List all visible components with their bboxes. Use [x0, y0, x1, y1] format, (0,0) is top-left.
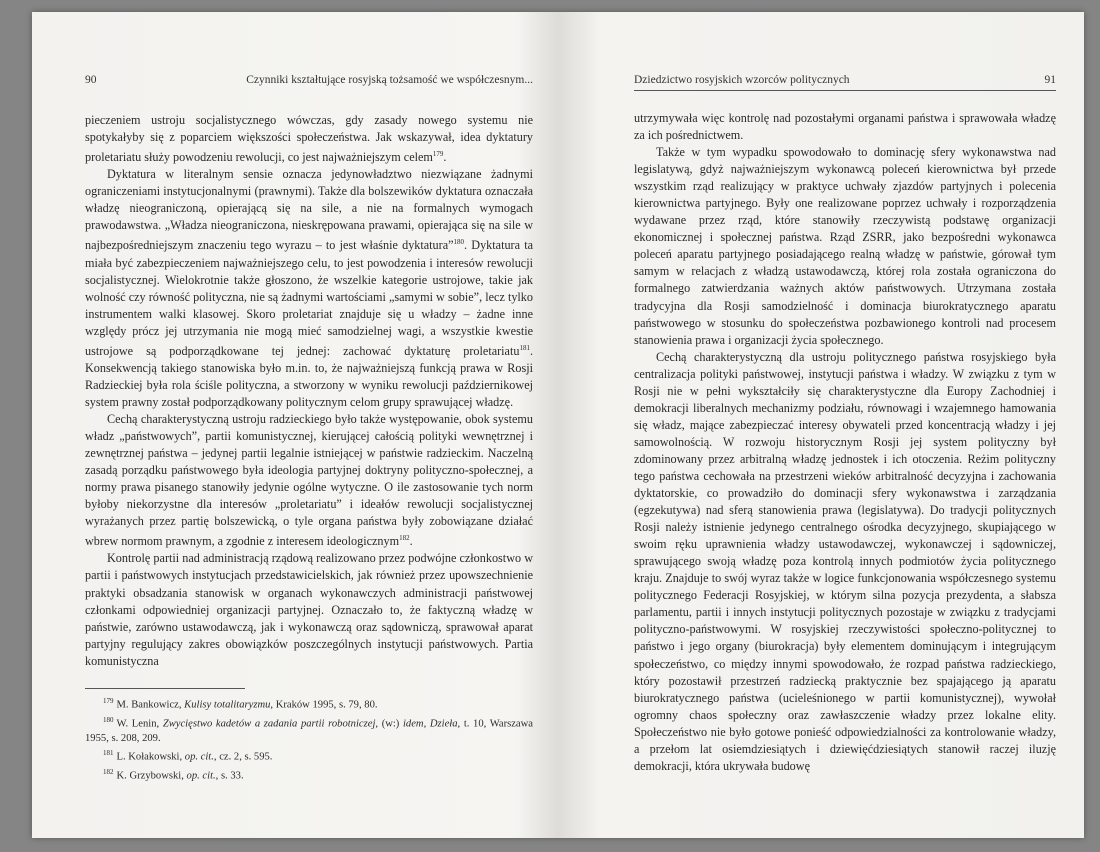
- paragraph: Cechą charakterystyczną ustroju radzieckiego było także występowanie, obok systemu władz „państwowych”, partii komunistycznej, kierującej całością polityki wewnętrznej i zewnętrznej państwa – jedynej partii legalnie istniejącej w państwie radzieckim. Naczelną zasadą porządku państwowego była ideologia partyjnej doktryny polityczno-społecznej, a normy prawa pisanego stanowiły jedynie ogólne wytyczne. O ile zastosowanie tych norm byłoby niekorzystne dla interesów „proletariatu” i ideałów rewolucji socjalistycznej wyrażanych przez partię bolszewicką, o tyle organa państwa były zobowiązane działać wbrew normom prawnym, a zgodnie z interesem ideologicznym$^{182}$.: [85, 411, 533, 549]
- footnotes: [85, 694, 533, 784]
- running-head: Czynniki kształtujące rosyjską tożsamość we współczesnym...: [246, 74, 533, 86]
- footnote: $^{182}$ K. Grzybowski, op. cit., s. 33.: [103, 767, 244, 782]
- footnote: $^{179}$ M. Bankowicz, Kulisy totalitaryzmu, Kraków 1995, s. 79, 80.: [103, 697, 378, 711]
- paragraph: Cechą charakterystyczną dla ustroju politycznego państwa rosyjskiego była centralizacja polityki państwowej, instytucji państwa i władzy. W związku z tym w Rosji nie w pełni wykształciły się charakterystyczne dla Europy Zachodniej i demokracji liberalnych mechanizmy podziału, równowagi i wzajemnego hamowania się władz, mające zabezpieczać interesy obywateli przed koncentracją władzy i jej samowolnością. W rozwoju historycznym Rosji jej system polityczny był zdominowany przez arbitralną władzę jednostek i ich otoczenia. Reżim polityczny tego państwa cechowała na przestrzeni wieków arbitralność decyzyjna i zachowania dyktatorskie, co prowadziło do dominacji sfery wykonawstwa i zarządzania (egzekutywa) nad sferą stanowienia prawa (legislatywa). Do tradycji politycznych Rosji należy istnienie jedynego centralnego ośrodka decyzyjnego, skupiającego w swoim ręku uprawnienia władzy ustawodawczej, wykonawczej i sądowniczej, sprawującego swoją władzę poza kontrolą innych podmiotów życia politycznego kraju. Znajduje to swój wyraz także w logice funkcjonowania współczesnego systemu politycznego Federacji Rosyjskiej, w którym silna pozycja prezydenta, a słabsza parlamentu, partii i innych instytucji politycznych pozostaje w związku z tradycjami polityczno-państwowymi. W rosyjskiej rzeczywistości społeczno-politycznej to państwo i jego organy (biurokracja) były elementem dominującym i integrującym społeczeństwo, co między innymi spowodowało, że rozpad państwa radzieckiego, który pozostawił przestrzeń radziecką praktycznie bez spajającego ją aparatu biurokratycznego państwa (ucieleśnionego w partii komunistycznej), wywołał ogromny chaos społeczny oraz zawłaszczenie władzy przez lokalne elity. Społeczeństwo nie było gotowe ponieść odpowiedzialności za kontrolowanie władzy, a przełom lat osiemdziesiątych i dziewięćdziesiątych stanowił raczej iluzję demokracji, która ukrywała budowę: [634, 349, 1056, 773]
- footnote-rule: [85, 688, 245, 689]
- paragraph: pieczeniem ustroju socjalistycznego wówczas, gdy zasady nowego systemu nie spotykałyby się z poparciem większości społeczeństwa. Jak wskazywał, idea dyktatury proletariatu służy powodzeniu rewolucji, co jest najważniejszym celem$^{179}$.: [85, 113, 533, 165]
- footnote-ref: 179: [432, 150, 444, 159]
- footnote-ref: 180: [453, 238, 465, 247]
- page-number: 91: [1044, 74, 1056, 86]
- footnote: $^{180}$ W. Lenin, Zwycięstwo kadetów a zadania partii robotniczej, (w:) idem, Dzieła, t. 10, Warszawa 1955, s. 208, 209.: [85, 715, 533, 744]
- right-page-body: [634, 110, 1056, 775]
- paragraph: Kontrolę partii nad administracją rządową realizowano przez podwójne członkostwo w partii i państwowych instytucjach przedstawicielskich, jak również przez upowszechnienie praktyki obsadzania stanowisk w organach wykonawczych administracji państwowej członkami odpowiedniej organizacji partyjnej. Oznaczało to, że faktyczną władzę w państwie, zarówno ustawodawczą, jak i wykonawczą oraz sądowniczą, sprawował aparat partyjny regulujący zakres obowiązków poszczególnych instytucji państwowych. Partia komunistyczna: [85, 551, 533, 668]
- footnote-ref: 181: [519, 343, 530, 352]
- paragraph: Dyktatura w literalnym sensie oznacza jedynowładztwo niezwiązane żadnymi ograniczeniami instytucjonalnymi (prawnymi). Także dla bolszewików dyktatura oznaczała władzę nieograniczoną, opierającą się na sile, a nie na formalnych wymogach prawodawstwa. „Władza nieograniczona, nieskrępowana prawami, opierająca się na sile w najbezpośredniejszym znaczeniu tego wyrazu – to jest właśnie dyktatura”$^{180}$. Dyktatura ta miała być zabezpieczeniem najważniejszego celu, to jest powodzenia i interesów rewolucji socjalistycznej. Wielokrotnie także głoszono, że wszelkie kategorie ustrojowe, takie jak wolność czy równość polityczna, nie są żadnymi wartościami „samymi w sobie”, lecz tylko instrumentem walki klasowej. Skoro proletariat znajduje się u władzy – żadne inne względy prócz jej utrzymania nie mogą mieć samodzielnej wagi, a wszystkie kwestie ustrojowe są podporządkowane tej jednej: zachować dyktaturę proletariatu$^{181}$. Konsekwencją takiego stanowiska było m.in. to, że najważniejszą funkcją prawa w Rosji Radzieckiej była rola ściśle polityczna, a stworzony w wyniku rewolucji październikowej system prawny został podporządkowany politycznym celom grupy sprawującej władzę.: [85, 167, 533, 409]
- left-page-body: [85, 112, 533, 670]
- running-head: Dziedzictwo rosyjskich wzorców politycznych: [634, 74, 850, 86]
- footnote: $^{181}$ L. Kołakowski, op. cit., cz. 2, s. 595.: [103, 748, 273, 763]
- header-rule: [634, 90, 1056, 91]
- right-page: [568, 12, 1084, 838]
- left-page: [32, 12, 550, 838]
- page-number: 90: [85, 74, 97, 86]
- paragraph: Także w tym wypadku spowodowało to dominację sfery wykonawstwa nad legislatywą, gdyż najważniejszym wykonawcą poleceń kierownictwa był przede wszystkim rząd realizujący w praktyce uchwały zjazdów partyjnych i polecenia kierownictwa partyjnego. Były one realizowane poprzez uchwały i rozporządzenia wydawane przez rząd, które stanowiły rzeczywistą podstawę organizacji ekonomicznej i społecznej państwa. Rząd ZSRR, jako bezpośredni wykonawca poleceń aparatu partyjnego posiadającego realną władzę w państwie, górował tym samym w relacjach z władzą ustawodawczą, której rola została ograniczona do formalnego zatwierdzania ważnych aktów państwowych. Utrzymana została tradycyjna dla Rosji samodzielność i dominacja biurokratycznego aparatu państwowego w stosunku do społeczeństwa pozbawionego kontroli nad procesem stanowienia prawa i organizacji życia społecznego.: [634, 145, 1056, 347]
- book-spread: [32, 12, 1084, 838]
- paragraph: utrzymywała więc kontrolę nad pozostałymi organami państwa i sprawowała władzę za ich pośrednictwem.: [634, 111, 1056, 143]
- footnote-ref: 182: [399, 534, 410, 543]
